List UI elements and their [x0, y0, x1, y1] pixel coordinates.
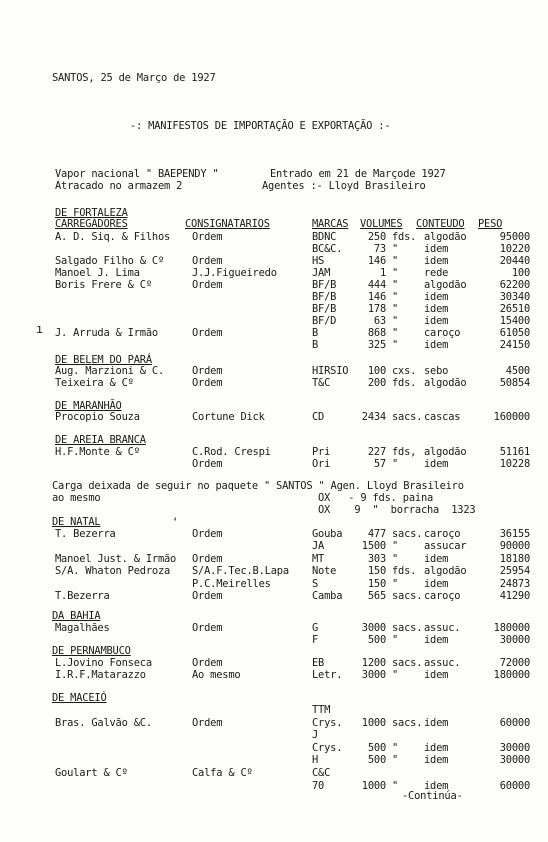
carregador-cell: Teixeira & Cº: [55, 377, 134, 389]
peso-cell: 30340: [499, 291, 530, 303]
marca-cell: T&C: [312, 377, 331, 389]
consignatario-cell: P.C.Meirelles: [192, 577, 271, 590]
conteudo-cell: rede: [424, 267, 449, 279]
unit-cell: ": [392, 339, 399, 351]
unit-cell: sacs.: [392, 622, 423, 634]
unit-cell: ": [392, 634, 399, 646]
conteudo-cell: assuc.: [424, 622, 461, 634]
marca-cell: H: [312, 754, 319, 767]
unit-cell: cxs.: [392, 365, 417, 377]
volume-cell: 500: [367, 741, 386, 754]
volume-cell: 500: [367, 634, 386, 646]
peso-cell: 24150: [499, 339, 530, 351]
conteudo-cell: idem: [424, 754, 449, 767]
conteudo-cell: idem: [424, 669, 449, 682]
peso-cell: 180000: [493, 622, 530, 634]
carregador-cell: H.F.Monte & Cº: [55, 446, 140, 458]
unit-cell: sacs.: [392, 411, 423, 423]
unit-cell: ": [392, 669, 399, 682]
consignatario-cell: J.J.Figueiredo: [192, 267, 277, 279]
marca-cell: Crys.: [312, 741, 343, 754]
volume-cell: 303: [367, 552, 386, 565]
conteudo-cell: idem: [424, 339, 449, 351]
conteudo-cell: assuc.: [424, 657, 461, 669]
peso-cell: 18180: [499, 552, 530, 565]
date-line: SANTOS, 25 de Março de 1927: [52, 72, 216, 84]
unit-cell: fds,: [392, 446, 417, 458]
vapor-line: Vapor nacional " BAEPENDY ": [55, 168, 219, 180]
consignatario-cell: Ordem: [192, 590, 223, 602]
unit-cell: ": [392, 243, 399, 255]
consignatario-cell: Ordem: [192, 657, 223, 669]
unit-cell: ": [392, 779, 399, 792]
carregador-cell: Magalhães: [55, 622, 110, 634]
carregador-cell: Salgado Filho & Cº: [55, 255, 165, 267]
conteudo-cell: algodão: [424, 446, 467, 458]
marca-cell: HS: [312, 255, 325, 267]
continua-footer: -Continúa-: [402, 790, 463, 802]
volume-cell: 200: [367, 377, 386, 389]
marca-cell: Crys.: [312, 716, 343, 729]
carga-note-line-2: ao mesmo: [52, 492, 101, 504]
conteudo-cell: idem: [424, 741, 449, 754]
conteudo-cell: cascas: [424, 411, 461, 423]
marca-cell: BF/B: [312, 291, 337, 303]
marca-cell: BF/B: [312, 303, 337, 315]
marca-cell: TTM: [312, 704, 331, 716]
unit-cell: fds.: [392, 377, 417, 389]
carregador-cell: Bras. Galvão &C.: [55, 716, 152, 729]
marca-cell: Letr.: [312, 669, 343, 682]
carregador-cell: T. Bezerra: [55, 528, 116, 540]
origin-natal: DE NATAL: [52, 516, 101, 528]
peso-cell: 36155: [499, 528, 530, 540]
conteudo-cell: assucar: [424, 540, 467, 553]
peso-cell: 41290: [499, 590, 530, 602]
volume-cell: 325: [367, 339, 386, 351]
marca-cell: MT: [312, 552, 325, 565]
marca-cell: F: [312, 634, 319, 646]
volume-cell: 250: [367, 231, 386, 243]
carregador-cell: T.Bezerra: [55, 590, 110, 602]
volume-cell: 100: [367, 365, 386, 377]
marca-cell: 70: [312, 779, 325, 792]
volume-cell: 868: [367, 327, 386, 339]
volume-cell: 1000: [361, 716, 386, 729]
unit-cell: ": [392, 754, 399, 767]
peso-cell: 15400: [499, 315, 530, 327]
unit-cell: ": [392, 279, 399, 291]
unit-cell: sacs.: [392, 528, 423, 540]
document-title: -: MANIFESTOS DE IMPORTAÇÃO E EXPORTAÇÃO :-: [130, 120, 391, 132]
entrada-line: Entrado em 21 de Marçode 1927: [270, 168, 446, 180]
marca-cell: BF/B: [312, 279, 337, 291]
origin-areia-branca: DE AREIA BRANCA: [55, 434, 146, 446]
conteudo-cell: idem: [424, 577, 449, 590]
conteudo-cell: caroço: [424, 528, 461, 540]
consignatario-cell: Ordem: [192, 528, 223, 540]
conteudo-cell: idem: [424, 255, 449, 267]
col-conteudo: CONTEUDO: [416, 218, 465, 230]
volume-cell: 1500: [361, 540, 386, 553]
peso-cell: 180000: [493, 669, 530, 682]
margin-tick-mark: ı: [36, 322, 44, 336]
volume-cell: 227: [367, 446, 386, 458]
volume-cell: 565: [367, 590, 386, 602]
origin-pernambuco: DE PERNAMBUCO: [52, 645, 131, 657]
marca-cell: Camba: [312, 590, 343, 602]
unit-cell: sacs.: [392, 716, 423, 729]
peso-cell: 24873: [499, 577, 530, 590]
peso-cell: 60000: [499, 716, 530, 729]
peso-cell: 30000: [499, 634, 530, 646]
unit-cell: sacs.: [392, 590, 423, 602]
marca-cell: JA: [312, 540, 325, 553]
unit-cell: fds.: [392, 565, 417, 578]
col-consignatarios: CONSIGNATARIOS: [185, 218, 270, 230]
volume-cell: 1200: [361, 657, 386, 669]
volume-cell: 1: [379, 267, 386, 279]
volume-cell: 178: [367, 303, 386, 315]
volume-cell: 444: [367, 279, 386, 291]
unit-cell: ": [392, 267, 399, 279]
marca-cell: JAM: [312, 267, 331, 279]
peso-cell: 30000: [499, 741, 530, 754]
volume-cell: 146: [367, 291, 386, 303]
col-peso: PESO: [478, 218, 503, 230]
conteudo-cell: idem: [424, 458, 449, 470]
consignatario-cell: Ordem: [192, 377, 223, 389]
peso-cell: 26510: [499, 303, 530, 315]
origin-maceio: DE MACEIÓ: [52, 692, 107, 704]
consignatario-cell: Ordem: [192, 231, 223, 243]
conteudo-cell: algodão: [424, 231, 467, 243]
peso-cell: 10228: [499, 458, 530, 470]
marca-cell: Ori: [312, 458, 331, 470]
unit-cell: ": [392, 552, 399, 565]
carregador-cell: Goulart & Cº: [55, 767, 128, 779]
col-marcas: MARCAS: [312, 218, 349, 230]
volume-cell: 500: [367, 754, 386, 767]
conteudo-cell: caroço: [424, 327, 461, 339]
carga-note-line-3: OX 9 " borracha 1323: [318, 504, 476, 516]
volume-cell: 63: [373, 315, 386, 327]
marca-cell: BF/D: [312, 315, 337, 327]
volume-cell: 150: [367, 565, 386, 578]
unit-cell: ": [392, 327, 399, 339]
agentes-line: Agentes :- Lloyd Brasileiro: [262, 180, 426, 192]
origin-maranhao: DE MARANHÃO: [55, 400, 122, 412]
volume-cell: 477: [367, 528, 386, 540]
peso-cell: 51161: [499, 446, 530, 458]
peso-cell: 61050: [499, 327, 530, 339]
consignatario-cell: Ordem: [192, 327, 223, 339]
volume-cell: 57: [373, 458, 386, 470]
conteudo-cell: idem: [424, 303, 449, 315]
col-carregadores: CARREGADORES: [55, 218, 128, 230]
conteudo-cell: sebo: [424, 365, 449, 377]
unit-cell: fds.: [392, 231, 417, 243]
unit-cell: ": [392, 741, 399, 754]
consignatario-cell: Calfa & Cº: [192, 767, 253, 779]
atracado-line: Atracado no armazem 2: [55, 180, 183, 192]
marca-cell: Note: [312, 565, 337, 578]
conteudo-cell: idem: [424, 634, 449, 646]
carregador-cell: S/A. Whaton Pedroza: [55, 565, 171, 578]
peso-cell: 160000: [493, 411, 530, 423]
marca-cell: G: [312, 622, 319, 634]
consignatario-cell: Ordem: [192, 255, 223, 267]
peso-cell: 62200: [499, 279, 530, 291]
conteudo-cell: idem: [424, 243, 449, 255]
marca-cell: HIRSIO: [312, 365, 349, 377]
conteudo-cell: idem: [424, 552, 449, 565]
conteudo-cell: algodão: [424, 565, 467, 578]
carregador-cell: Manoel J. Lima: [55, 267, 140, 279]
carregador-cell: Boris Frere & Cº: [55, 279, 152, 291]
consignatario-cell: Ordem: [192, 365, 223, 377]
carregador-cell: Manoel Just. & Irmão: [55, 552, 177, 565]
volume-cell: 3000: [361, 669, 386, 682]
unit-cell: sacs.: [392, 657, 423, 669]
carga-note-line-2b: OX - 9 fds. paina: [318, 492, 434, 504]
consignatario-cell: Cortune Dick: [192, 411, 265, 423]
marca-cell: B: [312, 339, 319, 351]
peso-cell: 100: [511, 267, 530, 279]
consignatario-cell: S/A.F.Tec.B.Lapa: [192, 565, 289, 578]
consignatario-cell: Ao mesmo: [192, 669, 241, 682]
carregador-cell: L.Jovino Fonseca: [55, 657, 152, 669]
peso-cell: 25954: [499, 565, 530, 578]
peso-cell: 4500: [505, 365, 530, 377]
volume-cell: 3000: [361, 622, 386, 634]
peso-cell: 10220: [499, 243, 530, 255]
unit-cell: ": [392, 577, 399, 590]
marca-cell: BC&C.: [312, 243, 343, 255]
marca-cell: S: [312, 577, 319, 590]
origin-bahia: DA BAHIA: [52, 610, 101, 622]
carregador-cell: Aug. Marzioni & C.: [55, 365, 165, 377]
carregador-cell: A. D. Siq. & Filhos: [55, 231, 171, 243]
peso-cell: 60000: [499, 779, 530, 792]
marca-cell: CD: [312, 411, 325, 423]
marca-cell: B: [312, 327, 319, 339]
peso-cell: 20440: [499, 255, 530, 267]
marca-cell: Gouba: [312, 528, 343, 540]
conteudo-cell: algodão: [424, 377, 467, 389]
conteudo-cell: caroço: [424, 590, 461, 602]
conteudo-cell: algodão: [424, 279, 467, 291]
unit-cell: ": [392, 255, 399, 267]
marca-cell: BDNC: [312, 231, 337, 243]
carregador-cell: Procopio Souza: [55, 411, 140, 423]
carregador-cell: J. Arruda & Irmão: [55, 327, 158, 339]
origin-belem: DE BELEM DO PARÁ: [55, 354, 152, 366]
consignatario-cell: Ordem: [192, 458, 223, 470]
volume-cell: 150: [367, 577, 386, 590]
conteudo-cell: idem: [424, 779, 449, 792]
marca-cell: C&C: [312, 767, 331, 779]
origin-fortaleza: DE FORTALEZA: [55, 207, 128, 219]
volume-cell: 2434: [361, 411, 386, 423]
peso-cell: 95000: [499, 231, 530, 243]
volume-cell: 73: [373, 243, 386, 255]
peso-cell: 50854: [499, 377, 530, 389]
consignatario-cell: Ordem: [192, 622, 223, 634]
margin-tick-mark: ʻ: [172, 517, 179, 528]
conteudo-cell: idem: [424, 315, 449, 327]
carregador-cell: I.R.F.Matarazzo: [55, 669, 146, 682]
volume-cell: 1000: [361, 779, 386, 792]
marca-cell: Pri: [312, 446, 331, 458]
consignatario-cell: C.Rod. Crespi: [192, 446, 271, 458]
volume-cell: 146: [367, 255, 386, 267]
col-volumes: VOLUMES: [360, 218, 403, 230]
unit-cell: ": [392, 540, 399, 553]
peso-cell: 72000: [499, 657, 530, 669]
carga-note-line-1: Carga deixada de seguir no paquete " SANTOS " Agen. Lloyd Brasileiro: [52, 480, 464, 492]
marca-cell: J: [312, 729, 319, 742]
marca-cell: EB: [312, 657, 325, 669]
unit-cell: ": [392, 291, 399, 303]
peso-cell: 90000: [499, 540, 530, 553]
conteudo-cell: idem: [424, 291, 449, 303]
conteudo-cell: idem: [424, 716, 449, 729]
peso-cell: 30000: [499, 754, 530, 767]
unit-cell: ": [392, 315, 399, 327]
consignatario-cell: Ordem: [192, 552, 223, 565]
consignatario-cell: Ordem: [192, 279, 223, 291]
consignatario-cell: Ordem: [192, 716, 223, 729]
unit-cell: ": [392, 458, 399, 470]
unit-cell: ": [392, 303, 399, 315]
